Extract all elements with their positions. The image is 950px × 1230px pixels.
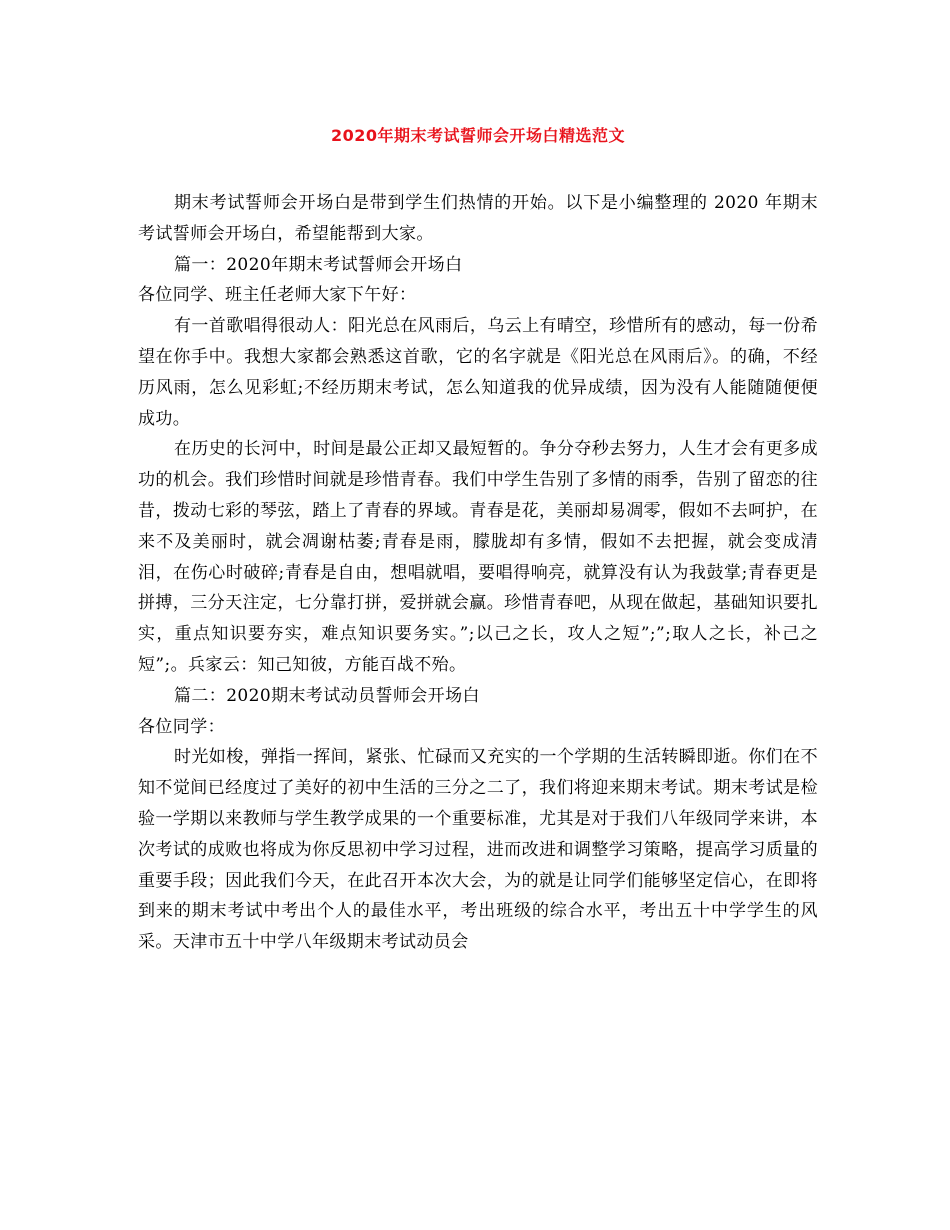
paragraph-song: 有一首歌唱得很动人：阳光总在风雨后，乌云上有晴空，珍惜所有的感动，每一份希望在你手中。我想大家都会熟悉这首歌，它的名字就是《阳光总在风雨后》。的确，不经历风雨，怎么见彩虹;不经历期末考试，怎么知道我的优异成绩，因为没有人能随随便便成功。 <box>138 316 818 429</box>
section-heading-1: 篇一：2020年期末考试誓师会开场白 <box>174 254 463 275</box>
salutation-2: 各位同学： <box>138 716 225 737</box>
paragraph-intro: 期末考试誓师会开场白是带到学生们热情的开始。以下是小编整理的 2020 年期末考试誓师会开场白，希望能帮到大家。 <box>138 193 818 244</box>
paragraph-youth: 在历史的长河中，时间是最公正却又最短暂的。争分夺秒去努力，人生才会有更多成功的机会。我们珍惜时间就是珍惜青春。我们中学生告别了多情的雨季，告别了留恋的往昔，拨动七彩的琴弦，踏上了青春的界域。青春是花，美丽却易凋零，假如不去呵护，在来不及美丽时，就会凋谢枯萎;青春是雨，朦胧却有多情，假如不去把握，就会变成清泪，在伤心时破碎;青春是自由，想唱就唱，要唱得响亮，就算没有认为我鼓掌;青春更是拼搏，三分天注定，七分靠打拼，爱拼就会赢。珍惜青春吧，从现在做起，基础知识要扎实，重点知识要夯实，难点知识要务实。”;以己之长，攻人之短”;”;取人之长，补己之短”;。兵家云：知己知彼，方能百战不殆。 <box>138 439 818 675</box>
document-title: 2020年期末考试誓师会开场白精选范文 <box>330 126 626 145</box>
document-body <box>138 188 818 958</box>
salutation-1: 各位同学、班主任老师大家下午好： <box>138 285 417 306</box>
section-heading-2: 篇二：2020期末考试动员誓师会开场白 <box>174 685 480 706</box>
paragraph-exam: 时光如梭，弹指一挥间，紧张、忙碌而又充实的一个学期的生活转瞬即逝。你们在不知不觉间已经度过了美好的初中生活的三分之二了，我们将迎来期末考试。期末考试是检验一学期以来教师与学生教学成果的一个重要标准，尤其是对于我们八年级同学来讲，本次考试的成败也将成为你反思初中学习过程，进而改进和调整学习策略，提高学习质量的重要手段；因此我们今天，在此召开本次大会，为的就是让同学们能够坚定信心，在即将到来的期末考试中考出个人的最佳水平，考出班级的综合水平，考出五十中学学生的风采。天津市五十中学八年级期末考试动员会 <box>138 747 818 953</box>
